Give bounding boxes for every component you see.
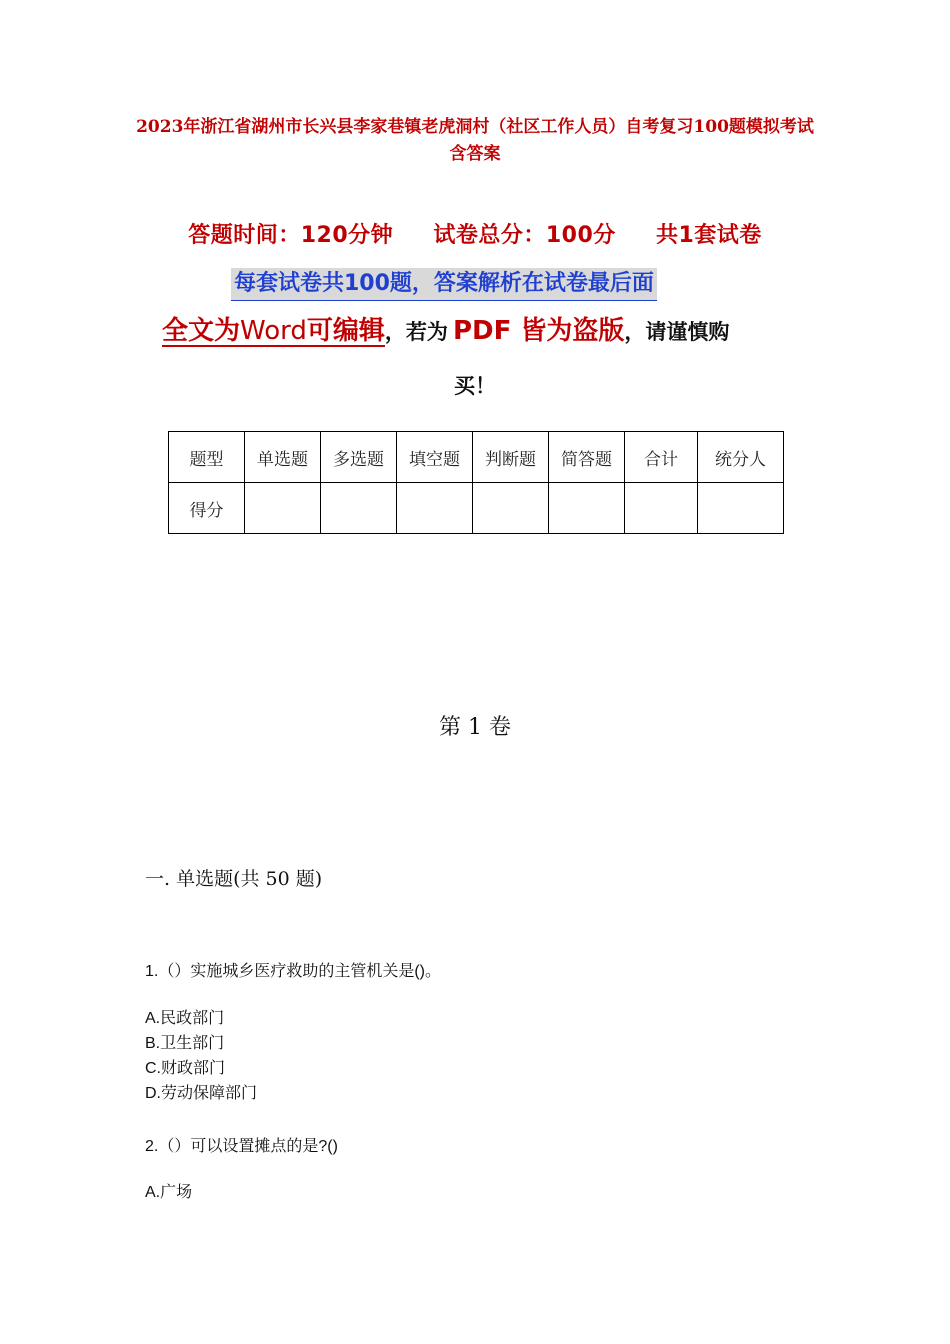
question-1-option-b: B.卫生部门 [145,1035,225,1052]
section-heading: 一. 单选题(共 50 题) [145,868,323,890]
exam-time: 答题时间：120分钟 [188,223,394,248]
question-2: 2.（）可以设置摊点的是?() [145,1138,338,1155]
editable-notice [162,312,802,353]
score-table-score-row [169,483,784,534]
header-cell: 填空题 [397,432,473,483]
score-row-label: 得分 [169,483,245,534]
question-2-option-a: A.广场 [145,1184,193,1201]
promo-banner: 每套试卷共100题，答案解析在试卷最后面 [231,268,657,301]
notice-part3: 若为 [405,320,448,344]
score-cell[interactable] [549,483,625,534]
volume-heading: 第 1 卷 [439,715,511,740]
notice-part1: 全文为 [162,316,241,346]
exam-meta [0,218,950,249]
word-notice-underlined [162,316,385,347]
score-table [168,431,784,534]
header-cell: 判断题 [473,432,549,483]
question-1: 1.（）实施城乡医疗救助的主管机关是()。 [145,963,442,980]
score-cell[interactable] [321,483,397,534]
header-cell: 合计 [625,432,698,483]
score-cell[interactable] [245,483,321,534]
exam-paper-count: 共1套试卷 [655,223,762,248]
header-cell: 简答题 [549,432,625,483]
score-cell[interactable] [397,483,473,534]
header-cell: 多选题 [321,432,397,483]
document-title: 2023年浙江省湖州市长兴县李家巷镇老虎洞村（社区工作人员）自考复习100题模拟考试含答案 [136,117,814,164]
notice-pdf: PDF 皆为盗版 [452,316,625,346]
question-1-option-a: A.民政部门 [145,1010,225,1027]
header-cell: 题型 [169,432,245,483]
notice-comma2: ， [624,320,646,344]
notice-word: Word [240,316,307,346]
score-cell[interactable] [625,483,698,534]
notice-part2: 可编辑 [306,316,385,346]
score-table-header-row [169,432,784,483]
question-1-option-d: D.劳动保障部门 [145,1085,258,1102]
notice-comma1: ， [384,320,406,344]
question-1-option-c: C.财政部门 [145,1060,226,1077]
header-cell: 统分人 [698,432,784,483]
header-cell: 单选题 [245,432,321,483]
exam-total-score: 试卷总分：100分 [433,223,616,248]
score-cell[interactable] [473,483,549,534]
score-cell[interactable] [698,483,784,534]
notice-buy: 买！ [454,374,496,398]
notice-part4: 请谨慎购 [645,320,730,344]
